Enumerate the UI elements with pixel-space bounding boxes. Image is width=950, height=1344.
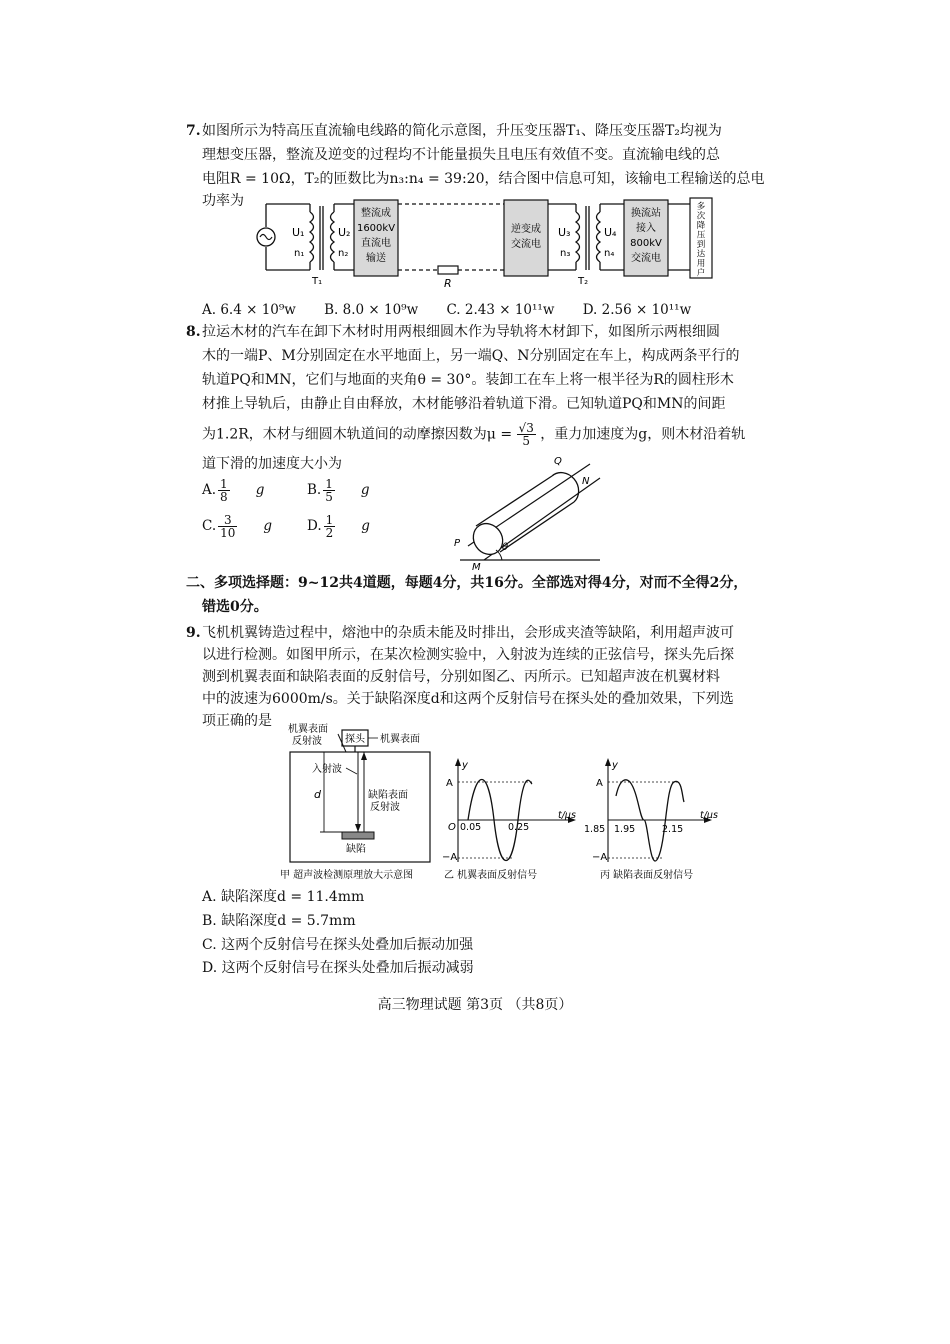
- q8-option-d-label: D.: [307, 518, 322, 534]
- label-theta: θ: [502, 542, 509, 553]
- q8-option-a[interactable]: [202, 478, 288, 503]
- n3-label: n₃: [560, 248, 571, 259]
- fig-c-A: A: [596, 778, 603, 789]
- q8-number: 8.: [186, 324, 201, 340]
- q7-text-line4: 功率为: [202, 193, 244, 209]
- box4-c1: 多: [696, 202, 706, 212]
- fig-b-y: y: [462, 760, 468, 771]
- defect-block: [342, 832, 374, 839]
- t1-primary-coil-icon: [310, 212, 314, 262]
- box2-line2: 交流电: [511, 239, 541, 250]
- fig-b-t: t/μs: [558, 810, 576, 821]
- q7-text-line1: 如图所示为特高压直流输电线路的简化示意图，升压变压器T₁、降压变压器T₂均视为: [202, 123, 722, 139]
- q7-number: 7.: [186, 123, 201, 139]
- n2-label: n₂: [338, 248, 349, 259]
- q8-option-a-label: A.: [202, 482, 217, 498]
- q8-option-a-g: g: [255, 482, 265, 498]
- box3-line2: 接入: [636, 223, 656, 234]
- q8-option-c-den: 10: [220, 526, 236, 540]
- defect-label: 缺陷: [346, 844, 366, 855]
- q8-option-b-num: 1: [325, 477, 333, 491]
- q8-option-a-num: 1: [220, 477, 228, 491]
- figure-c-caption: 丙 缺陷表面反射信号: [600, 870, 694, 881]
- label-n: N: [582, 476, 590, 487]
- t1-label: T₁: [312, 276, 323, 287]
- fig-b-O: O: [448, 822, 456, 833]
- inverter-box: [504, 200, 548, 276]
- q8-option-b-g: g: [360, 482, 370, 498]
- q8-option-b[interactable]: [307, 478, 394, 503]
- box4-c7: 用: [696, 259, 706, 269]
- q8-text-line4: 材推上导轨后，由静止自由释放，木材能够沿着轨道下滑。已知轨道PQ和MN的间距: [202, 396, 726, 412]
- q8-option-c-g: g: [263, 518, 273, 534]
- q8-option-c-num: 3: [218, 514, 237, 527]
- q8-text-line5: [202, 422, 745, 447]
- q7-option-c[interactable]: C. 2.43 × 10¹¹w: [446, 302, 555, 318]
- q8-option-c[interactable]: [202, 514, 296, 539]
- fig-c-t1: 1.95: [614, 824, 636, 835]
- t2-primary-coil-icon: [576, 212, 580, 262]
- q7-text-line3: 电阻R = 10Ω，T₂的匝数比为n₃:n₄ = 39:20，结合图中信息可知，该输电工程输送的总电: [202, 171, 765, 187]
- u1-label: U₁: [292, 226, 305, 239]
- q8-line5-part2: ，重力加速度为g，则木材沿着轨: [540, 426, 746, 443]
- r-label: R: [444, 277, 452, 290]
- surface-reflect-label2: 反射波: [292, 736, 322, 747]
- figure-b-caption: 乙 机翼表面反射信号: [444, 870, 538, 881]
- t2-label: T₂: [578, 276, 589, 287]
- q9-option-b[interactable]: B. 缺陷深度d = 5.7mm: [202, 913, 356, 929]
- box4-c4: 压: [696, 230, 706, 241]
- q9-figure-a: [276, 722, 446, 884]
- q8-option-c-label: C.: [202, 518, 217, 534]
- incident-wave-label: 入射波: [312, 764, 342, 775]
- q8-line5-part1: 为1.2R，木材与细圆木轨道间的动摩擦因数为μ =: [202, 426, 513, 443]
- box3-line3: 800kV: [630, 238, 662, 249]
- q9-text-line4: 中的波速为6000m/s。关于缺陷深度d和这两个反射信号在探头处的叠加效果，下列选: [202, 691, 734, 707]
- q8-text-line1: 拉运木材的汽车在卸下木材时用两根细圆木作为导轨将木材卸下，如图所示两根细圆: [202, 324, 720, 340]
- q8-log-rails-diagram: [450, 450, 610, 570]
- mu-numerator: √3: [518, 421, 534, 435]
- box3-line1: 换流站: [631, 208, 661, 219]
- q8-option-c-fraction: [218, 514, 261, 539]
- q8-text-line2: 木的一端P、M分别固定在水平地面上，另一端Q、N分别固定在车上，构成两条平行的: [202, 348, 740, 364]
- depth-d-label: d: [314, 788, 321, 801]
- box1-line3: 直流电: [361, 238, 391, 249]
- section2-heading-line1: 二、多项选择题：9~12共4道题，每题4分，共16分。全部选对得4分，对而不全得2分，: [186, 575, 748, 591]
- q8-option-d-fraction: [324, 514, 360, 539]
- fig-c-y: y: [612, 760, 618, 771]
- box4-c2: 次: [696, 211, 706, 222]
- q9-option-c[interactable]: C. 这两个反射信号在探头处叠加后振动加强: [202, 937, 474, 953]
- q8-option-d-den: 2: [325, 526, 334, 540]
- box4-c5: 到: [696, 240, 706, 250]
- fig-b-t1: 0.05: [460, 822, 482, 833]
- figure-a-caption: 甲 超声波检测原理放大示意图: [280, 870, 414, 881]
- q7-option-b[interactable]: B. 8.0 × 10⁹w: [324, 302, 419, 318]
- t2-secondary-coil-icon: [597, 212, 601, 262]
- q9-figure-b: [442, 756, 592, 884]
- mu-denominator: 5: [522, 434, 530, 448]
- fig-c-t: t/μs: [700, 810, 718, 821]
- mu-fraction: [517, 422, 536, 447]
- box4-c8: 户: [696, 268, 706, 279]
- wing-surface-label: 机翼表面: [380, 734, 420, 745]
- box1-line1: 整流成: [361, 208, 391, 219]
- defect-reflect-label2: 反射波: [370, 802, 400, 813]
- q8-option-a-fraction: [218, 478, 254, 503]
- page-footer: 高三物理试题 第3页 （共8页）: [377, 997, 573, 1013]
- fig-b-t2: 0.25: [508, 822, 530, 833]
- q8-option-b-den: 5: [325, 490, 333, 504]
- q7-option-d[interactable]: D. 2.56 × 10¹¹w: [582, 302, 692, 318]
- box4-c3: 降: [696, 221, 706, 231]
- box3-line4: 交流电: [631, 253, 661, 264]
- fig-b-negA: −A: [442, 852, 458, 863]
- n1-label: n₁: [294, 248, 305, 259]
- label-m: M: [472, 562, 481, 570]
- u4-label: U₄: [604, 226, 617, 239]
- q8-option-d[interactable]: [307, 514, 394, 539]
- q8-option-d-g: g: [361, 518, 370, 534]
- q7-option-a[interactable]: A. 6.4 × 10⁹w: [202, 302, 296, 318]
- box4-c6: 达: [696, 249, 706, 260]
- q7-options: [202, 302, 715, 318]
- q9-figure-c: [584, 756, 734, 884]
- u2-label: U₂: [338, 226, 351, 239]
- defect-reflect-label1: 缺陷表面: [368, 790, 408, 801]
- n4-label: n₄: [604, 248, 615, 259]
- q8-text-line6: 道下滑的加速度大小为: [202, 456, 342, 472]
- q7-circuit-diagram: [250, 194, 730, 294]
- q8-option-d-num: 1: [325, 513, 334, 527]
- fig-c-t2: 2.15: [662, 824, 684, 835]
- q8-option-a-den: 8: [220, 490, 228, 504]
- box1-line4: 输送: [366, 253, 386, 264]
- box1-line2: 1600kV: [356, 223, 396, 234]
- q9-text-line3: 测到机翼表面和缺陷表面的反射信号，分别如图乙、丙所示。已知超声波在机翼材料: [202, 669, 720, 685]
- q9-option-d[interactable]: D. 这两个反射信号在探头处叠加后振动减弱: [202, 960, 474, 976]
- q7-text-line2: 理想变压器，整流及逆变的过程均不计能量损失且电压有效值不变。直流输电线的总: [202, 147, 720, 163]
- q9-text-line5: 项正确的是: [202, 713, 272, 729]
- q9-text-line1: 飞机机翼铸造过程中，熔池中的杂质未能及时排出，会形成夹渣等缺陷，利用超声波可: [202, 625, 734, 641]
- fig-b-A: A: [446, 778, 453, 789]
- label-p: P: [454, 538, 461, 549]
- fig-c-t0: 1.85: [584, 824, 606, 835]
- probe-label: 探头: [345, 734, 365, 745]
- resistor-r: [438, 266, 458, 274]
- fig-c-negA: −A: [592, 852, 608, 863]
- q8-option-b-label: B.: [307, 482, 322, 498]
- q8-text-line3: 轨道PQ和MN，它们与地面的夹角θ = 30°。装卸工在车上将一根半径为R的圆柱形木: [202, 372, 734, 388]
- label-q: Q: [554, 456, 562, 467]
- u3-label: U₃: [558, 226, 571, 239]
- q9-option-a[interactable]: A. 缺陷深度d = 11.4mm: [202, 889, 365, 905]
- box2-line1: 逆变成: [511, 224, 541, 235]
- t1-secondary-coil-icon: [331, 212, 335, 262]
- q9-number: 9.: [186, 625, 201, 641]
- surface-reflect-label1: 机翼表面: [288, 724, 328, 735]
- log-end-front: [467, 518, 508, 560]
- q9-text-line2: 以进行检测。如图甲所示，在某次检测实验中，入射波为连续的正弦信号，探头先后探: [202, 647, 734, 663]
- q8-option-b-fraction: [323, 478, 359, 503]
- section2-heading-line2: 错选0分。: [202, 599, 268, 615]
